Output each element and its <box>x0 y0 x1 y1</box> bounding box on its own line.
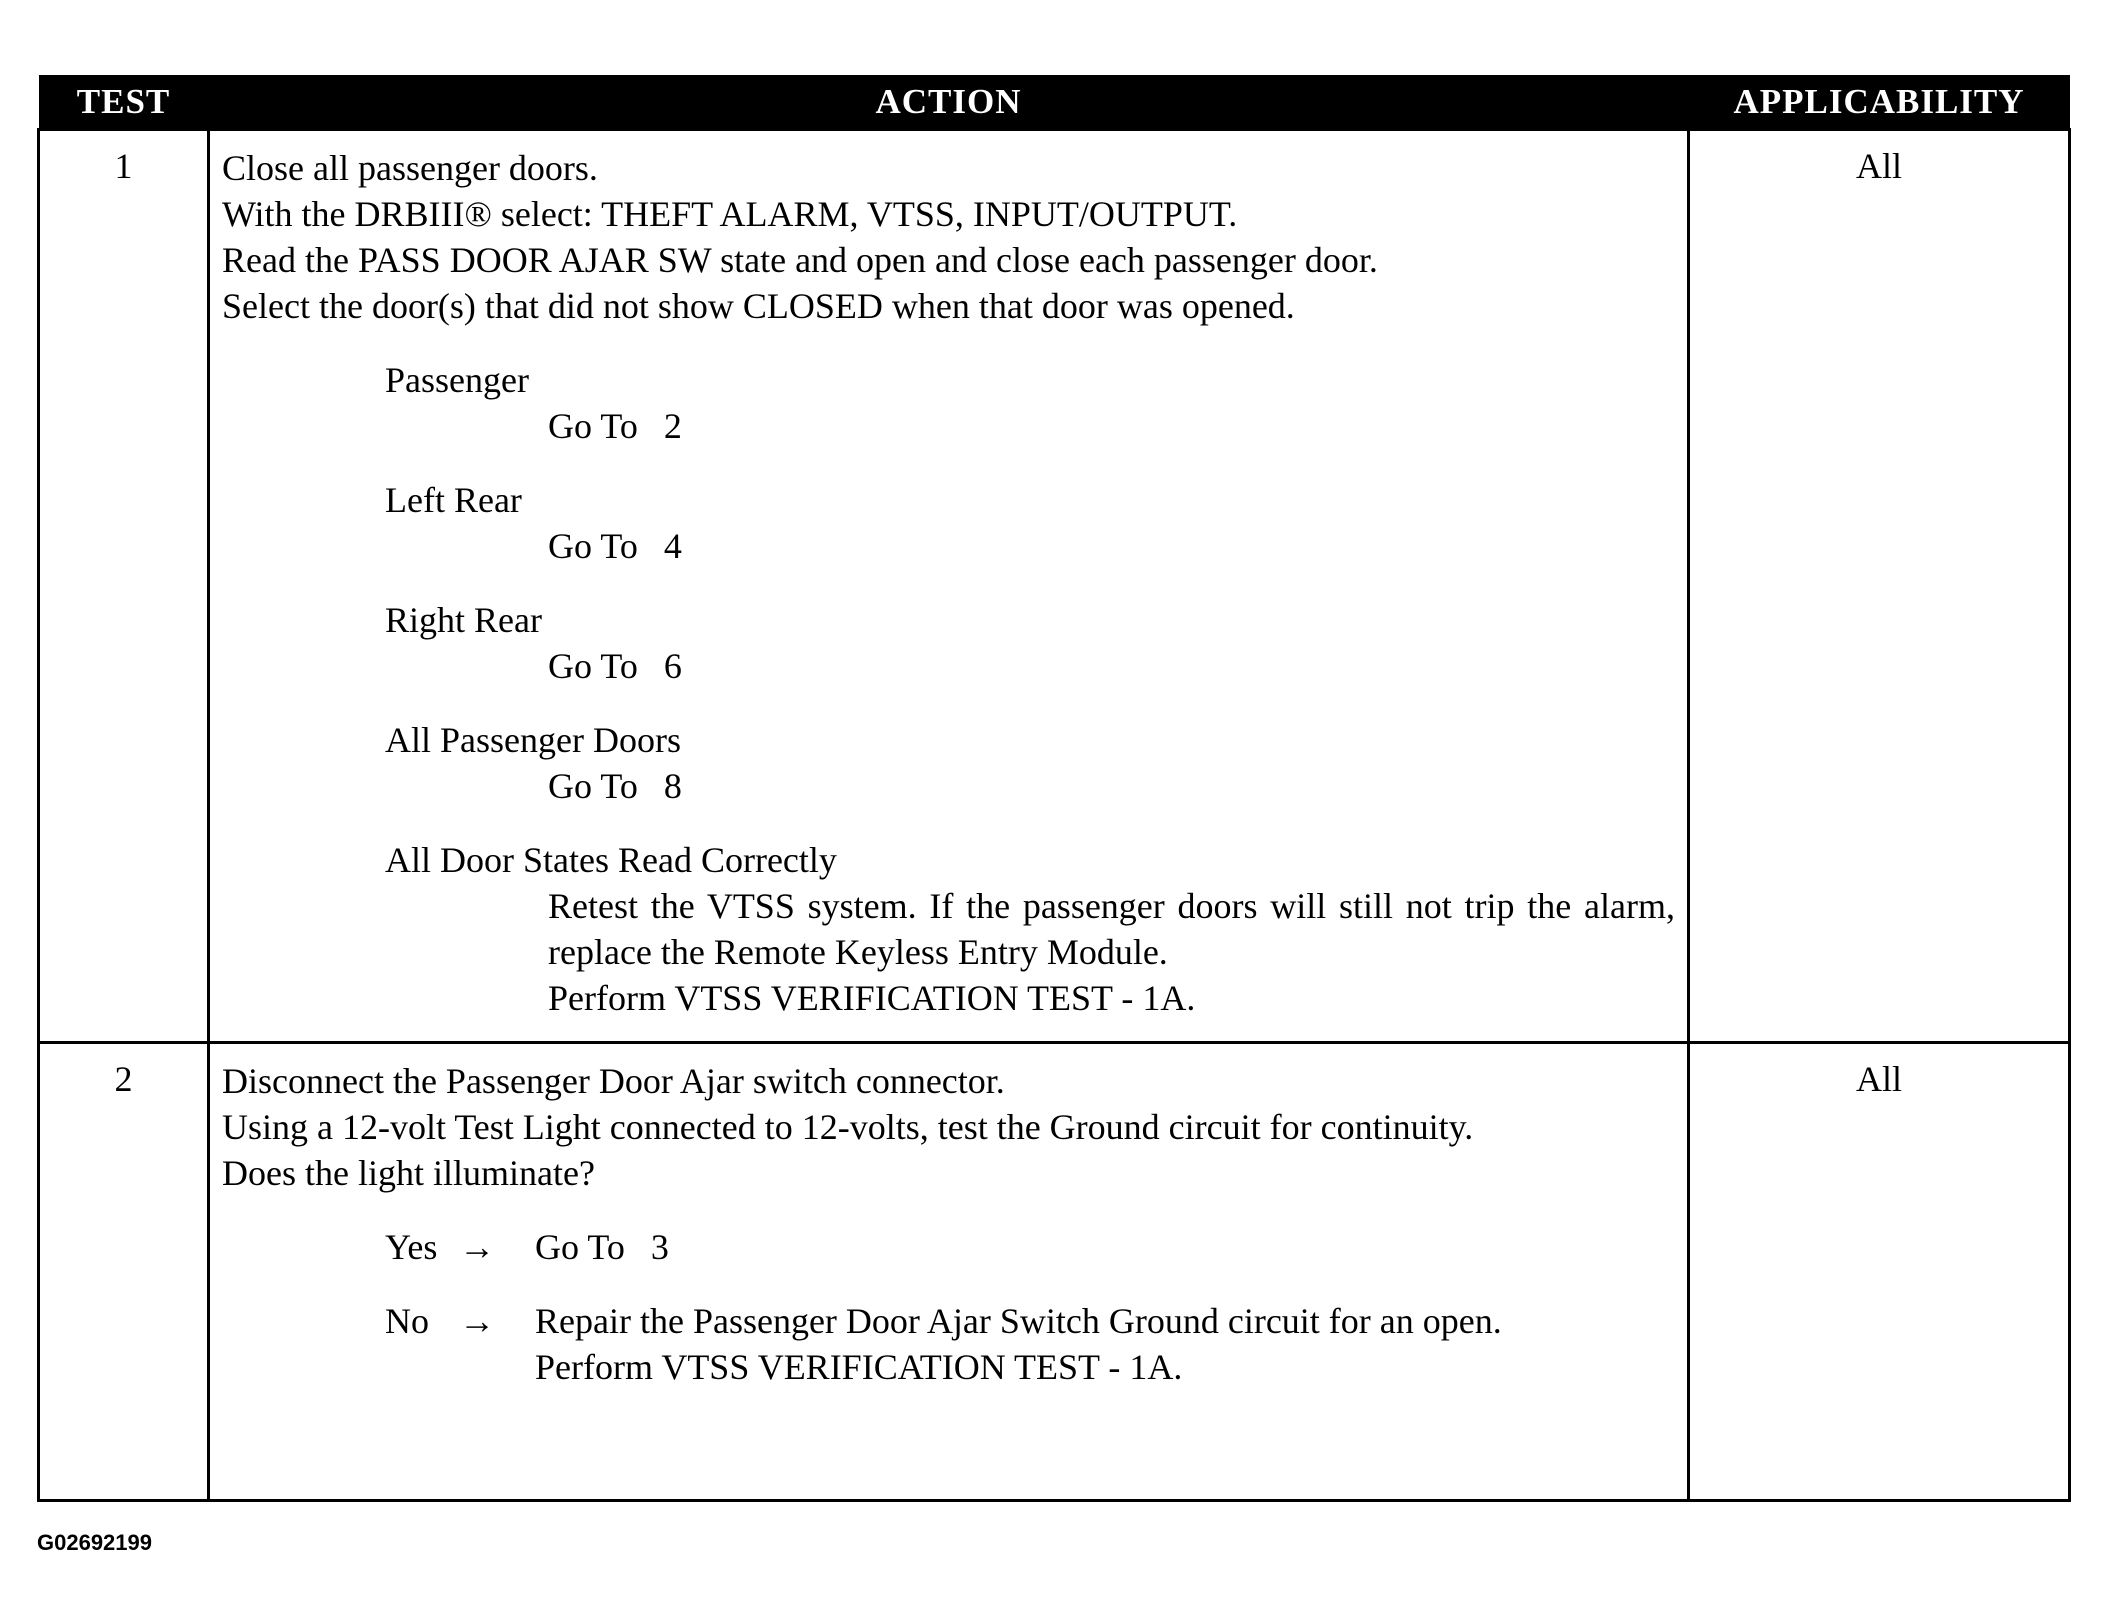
action-cell <box>209 130 1689 1043</box>
branch-label: Yes <box>385 1227 438 1267</box>
branch-label: No <box>385 1301 429 1341</box>
branch-yes <box>385 1224 1675 1270</box>
applicability-value: All <box>1855 146 1902 186</box>
header-action: ACTION <box>209 75 1689 130</box>
instruction-line: Does the light illuminate? <box>222 1153 595 1193</box>
header-applicability: APPLICABILITY <box>1689 75 2070 130</box>
option-all-states-correct <box>385 837 1675 1021</box>
instruction-line: Close all passenger doors. <box>222 148 598 188</box>
option-all-passenger-doors <box>385 717 1675 809</box>
instruction-line: Disconnect the Passenger Door Ajar switch connector. <box>222 1061 1005 1101</box>
figure-code: G02692199 <box>37 1530 152 1555</box>
option-label: Passenger <box>385 360 529 400</box>
goto-number: 6 <box>663 646 682 686</box>
option-passenger <box>385 357 1675 449</box>
action-cell <box>209 1043 1689 1501</box>
verification-text: Perform VTSS VERIFICATION TEST - 1A. <box>535 1347 1183 1387</box>
test-number: 2 <box>114 1059 133 1099</box>
table-header-row <box>39 75 2070 130</box>
branch-body <box>535 1298 1675 1390</box>
instruction-line: With the DRBIII® select: THEFT ALARM, VTSS, INPUT/OUTPUT. <box>222 194 1238 234</box>
repair-text: Repair the Passenger Door Ajar Switch Ground circuit for an open. <box>535 1301 1502 1341</box>
instruction-line: Select the door(s) that did not show CLOSED when that door was opened. <box>222 286 1295 326</box>
test-number-cell <box>39 1043 209 1501</box>
arrow-right-icon: → <box>459 1227 495 1267</box>
table-row <box>39 130 2070 1043</box>
option-goto <box>548 523 1675 569</box>
option-goto <box>548 643 1675 689</box>
option-goto <box>548 403 1675 449</box>
branch-body <box>535 1224 1675 1270</box>
table-row <box>39 1043 2070 1501</box>
goto-text: Go To <box>548 526 638 566</box>
goto-number: 2 <box>663 406 682 446</box>
applicability-value: All <box>1855 1059 1902 1099</box>
instruction-line: Read the PASS DOOR AJAR SW state and open and close each passenger door. <box>222 240 1378 280</box>
arrow-right-icon: → <box>459 1301 495 1341</box>
option-label: Left Rear <box>385 480 522 520</box>
goto-number: 8 <box>663 766 682 806</box>
option-goto <box>548 763 1675 809</box>
goto-text: Go To <box>548 766 638 806</box>
header-test: TEST <box>39 75 209 130</box>
branch-no <box>385 1298 1675 1390</box>
goto-text: Go To <box>548 646 638 686</box>
goto-text: Go To <box>535 1227 625 1267</box>
diagnostic-test-table <box>37 75 2071 1502</box>
instruction-line: Using a 12-volt Test Light connected to 12-volts, test the Ground circuit for continuity. <box>222 1107 1474 1147</box>
verification-text: Perform VTSS VERIFICATION TEST - 1A. <box>548 978 1196 1018</box>
test-number: 1 <box>114 146 133 186</box>
applicability-cell <box>1689 1043 2070 1501</box>
option-label: All Passenger Doors <box>385 720 681 760</box>
option-right-rear <box>385 597 1675 689</box>
option-result-text: Retest the VTSS system. If the passenger doors will still not trip the alarm, replace the Remote Keyless Entry Module. <box>548 886 1675 972</box>
applicability-cell <box>1689 130 2070 1043</box>
goto-number: 4 <box>663 526 682 566</box>
option-left-rear <box>385 477 1675 569</box>
test-number-cell <box>39 130 209 1043</box>
goto-text: Go To <box>548 406 638 446</box>
option-label: All Door States Read Correctly <box>385 840 837 880</box>
option-label: Right Rear <box>385 600 542 640</box>
goto-number: 3 <box>650 1227 669 1267</box>
